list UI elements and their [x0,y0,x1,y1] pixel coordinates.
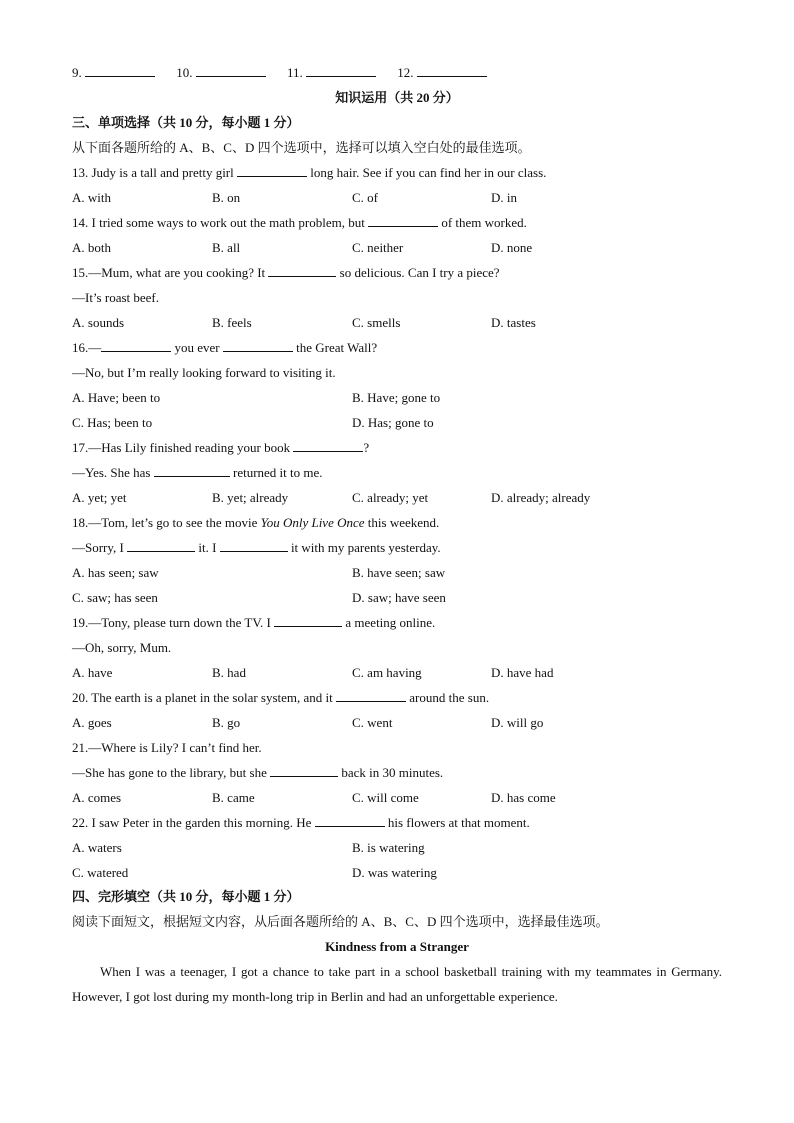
question-17: 17.—Has Lily finished reading your book ? [72,440,370,455]
q17-option-a: A. yet; yet [72,490,127,505]
blank-9: 9. [72,64,155,82]
answer-line [293,439,363,452]
q21-reply: —She has gone to the library, but she back in 30 minutes. [72,765,444,780]
answer-line [223,339,293,352]
answer-line [127,539,195,552]
q15-option-b: B. feels [212,315,252,330]
answer-line [315,814,385,827]
answer-line [196,64,266,77]
passage-title: Kindness from a Stranger [325,939,469,954]
section-header: 知识运用（共 20 分） [335,90,459,105]
answer-line [270,764,338,777]
answer-line [85,64,155,77]
part4-instruction: 阅读下面短文，根据短文内容，从后面各题所给的 A、B、C、D 四个选项中，选择最佳选项。 [72,914,609,929]
answer-line [306,64,376,77]
q17-option-c: C. already; yet [352,490,429,505]
q15-reply: —It’s roast beef. [72,290,160,305]
part3-instruction: 从下面各题所给的 A、B、C、D 四个选项中，选择可以填入空白处的最佳选项。 [72,140,531,155]
q14-option-a: A. both [72,240,111,255]
q15-option-d: D. tastes [491,315,536,330]
q21-option-d: D. has come [491,790,556,805]
q18-option-b: B. have seen; saw [352,565,446,580]
question-22: 22. I saw Peter in the garden this morning. He his flowers at that moment. [72,815,530,830]
answer-line [101,339,171,352]
q22-option-c: C. watered [72,865,129,880]
question-21: 21.—Where is Lily? I can’t find her. [72,740,262,755]
q16-option-a: A. Have; been to [72,390,161,405]
movie-title: You Only Live Once [260,515,365,530]
blank-11: 11. [287,64,376,82]
q19-option-b: B. had [212,665,246,680]
part4-title: 四、完形填空（共 10 分，每小题 1 分） [72,889,300,904]
q14-option-b: B. all [212,240,241,255]
question-14: 14. I tried some ways to work out the math problem, but of them worked. [72,215,527,230]
answer-line [268,264,336,277]
q21-option-a: A. comes [72,790,122,805]
q20-option-a: A. goes [72,715,112,730]
q14-option-d: D. none [491,240,533,255]
answer-line [368,214,438,227]
answer-line [417,64,487,77]
q15-option-c: C. smells [352,315,401,330]
q13-option-a: A. with [72,190,111,205]
answer-blanks-row [72,64,505,82]
q18-reply: —Sorry, I it. I it with my parents yesterday. [72,540,441,555]
q14-option-c: C. neither [352,240,404,255]
q16-option-d: D. Has; gone to [352,415,434,430]
q15-option-a: A. sounds [72,315,125,330]
q13-option-d: D. in [491,190,517,205]
q18-option-a: A. has seen; saw [72,565,159,580]
q22-option-d: D. was watering [352,865,437,880]
answer-line [154,464,230,477]
question-20: 20. The earth is a planet in the solar system, and it around the sun. [72,690,490,705]
q17-reply: —Yes. She has returned it to me. [72,465,323,480]
question-13: 13. Judy is a tall and pretty girl long hair. See if you can find her in our class. [72,165,547,180]
q22-option-b: B. is watering [352,840,425,855]
part3-title: 三、单项选择（共 10 分，每小题 1 分） [72,115,300,130]
question-16: 16.— you ever the Great Wall? [72,340,378,355]
q17-option-d: D. already; already [491,490,591,505]
blank-12: 12. [397,64,487,82]
answer-line [220,539,288,552]
q17-option-b: B. yet; already [212,490,289,505]
question-15: 15.—Mum, what are you cooking? It so delicious. Can I try a piece? [72,265,500,280]
passage-paragraph: When I was a teenager, I got a chance to take part in a school basketball training with my teammates in Germany. However, I got lost during my month-long trip in Berlin and had an unforgettable experience. [72,964,722,1004]
question-19: 19.—Tony, please turn down the TV. I a meeting online. [72,615,436,630]
q19-option-c: C. am having [352,665,422,680]
answer-line [274,614,342,627]
q16-option-b: B. Have; gone to [352,390,441,405]
q20-option-b: B. go [212,715,241,730]
q18-option-d: D. saw; have seen [352,590,446,605]
q19-reply: —Oh, sorry, Mum. [72,640,172,655]
q20-option-c: C. went [352,715,393,730]
q13-option-c: C. of [352,190,378,205]
blank-10: 10. [176,64,266,82]
q19-option-a: A. have [72,665,113,680]
q19-option-d: D. have had [491,665,554,680]
q21-option-c: C. will come [352,790,419,805]
question-18: 18.—Tom, let’s go to see the movie You Only Live Once this weekend. [72,515,440,530]
q22-option-a: A. waters [72,840,122,855]
answer-line [237,164,307,177]
q16-reply: —No, but I’m really looking forward to visiting it. [72,365,336,380]
answer-line [336,689,406,702]
q13-option-b: B. on [212,190,241,205]
q21-option-b: B. came [212,790,255,805]
q20-option-d: D. will go [491,715,544,730]
q18-option-c: C. saw; has seen [72,590,158,605]
q16-option-c: C. Has; been to [72,415,153,430]
